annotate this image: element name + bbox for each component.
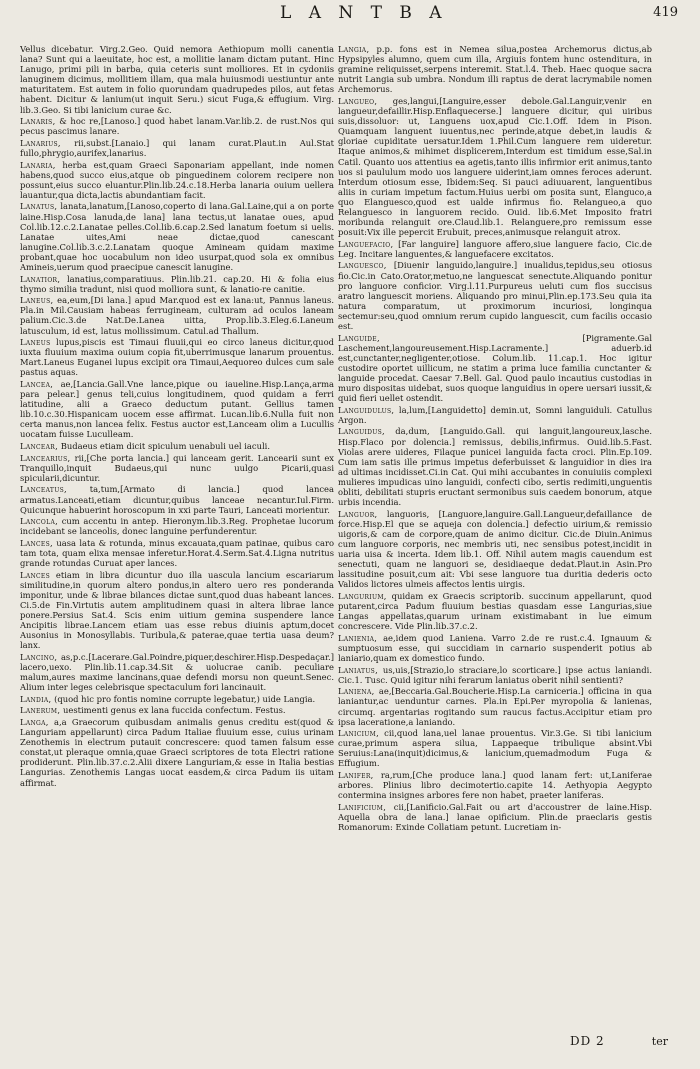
entry-headword: Lanifer, — [338, 770, 374, 781]
entry-text: lupus,piscis est Timaui fluuii,qui eo circo laneus dicitur,quod iuxta fluuium maxima ouium copia fit,uberrimusque lanarum prouentus. Mart.Laneus Euganei lupus excipit ora Timaui,Aequoreo dulces cum sale pastus aquas. — [20, 337, 334, 378]
entry-headword: Lancea, — [20, 379, 54, 389]
dictionary-entry — [20, 116, 334, 136]
entry-headword: Lances — [20, 569, 51, 580]
entry-text: ae,[Lancia.Gall.Vne lance,pique ou iaueline.Hisp.Lança,arma para pelear.] genus teli,cuius longitudinem, quod quidam a ferri latitudine, alii a Graeco deductum putant. Gellius tamen lib.10.c.30.Hispanicam uocem esse affirmat. Lucan.lib.6.Nulla fuit non certa manus,non lancea felix. Festus auctor est,Lanceam olim a Lucullis uocatam fuisse Luculleam. — [20, 379, 334, 440]
entry-text: uestimenti genus ex lana fuccida confectum. Festus. — [62, 705, 286, 716]
entry-text: a,a Graecorum quibusdam animalis genus creditu est(quod & Languriam appellarunt) circa Padum Italiae fluuium esse, cuius urinam Zenothemis in electrum putauit concrescere: quod tamen falsum esse constat,ut pleraque omnia,quae Graeci scriptores de tota Electri ratione prodiderunt. Plin.lib.37.c.2.Alii dixere Languriam,& esse in Italia bestias Langurias. Zenothemis Langas uocat easdem,& circa Padum iis uitam affirmat. — [20, 717, 334, 788]
entry-text: [Pigramente.Gal Laschement,langoureusement.Hisp.Lacramente.] aduerb.id est,cunctanter,negligenter,otiose. Colum.lib. 11.cap.1. Hoc igitur custodire oportet uillicum, ne statim a prima luce familia cunctanter & languide procedat. Caesar 7.Bell. Gal. Quod paulo incautius custodias in muro dispositas uidebat, suos quoque languidius in opere uersari iussit,& quid fieri uellet ostendit. — [338, 332, 652, 404]
entry-headword: Laneus — [20, 337, 51, 348]
entry-headword: Lanarius, — [20, 137, 61, 148]
page-number: 419 — [653, 5, 678, 20]
entry-text: ea,eum,[Di lana.] apud Mar.quod est ex lana:ut, Pannus laneus. Pla.in Mil.Causiam habeas ferrugineam, culturam ad oculos laneam palium.Cic.3.de Nat.De.Lanea uitta, Prop.lib.3.Eleg.6.Laneum latusculum, id est, latus mollissimum. Catul.ad Thallum. — [20, 295, 334, 336]
entry-text: & hoc re,[Lanoso.] quod habet lanam.Var.lib.2. de rust.Nos qui pecus pascimus lanare. — [20, 116, 334, 137]
entry-text: languoris, [Languore,languire.Gall.Langueur,defaillance de force.Hisp.El que se aqueja con dolencia.] defectio uirium,& remissio uigoris,& cam de corpore,quam de animo dicitur. Cic.de Diuin.Animus cum languore corporis, nec membris uti, nec sensibus potest,incidit in uaria uisa & incerta. Idem lib.1. Off. Nihil autem magis cauendum est senectuti, quam ne languori se, desidiaeque dedat.Plaut.in Asin.Pro lassitudine posuit,cum ait: Vbi sese languore tua duritia dederis octo Validos lictores ulmeis affectos lentis uirgis. — [338, 508, 652, 590]
entry-headword: Lancear, — [20, 441, 59, 452]
entry-headword: Lanceatus, — [20, 484, 67, 495]
dictionary-entry — [338, 260, 652, 331]
dictionary-entry — [338, 509, 652, 590]
entry-text: Budaeus etiam dicit spiculum uenabuli uel iaculi. — [60, 441, 271, 452]
catchword: ter — [651, 1035, 668, 1048]
entry-text: cum accentu in antep. Hieronym.lib.3.Reg. Prophetae lucorum incidebant se lanceolis, donec languine perfunderentur. — [20, 516, 334, 537]
dictionary-entry — [20, 295, 334, 335]
dictionary-entry — [20, 337, 334, 377]
entry-headword: Lanaria, — [20, 159, 56, 170]
dictionary-entry — [20, 652, 334, 692]
dictionary-entry — [338, 239, 652, 259]
dictionary-entry — [338, 405, 652, 425]
running-head: L A N T B A — [280, 3, 448, 23]
entry-text: as,p.c.[Lacerare.Gal.Poindre,piquer,deschirer.Hisp.Despedaçar.] lacero,uexo. Plin.lib.11.cap.34.Sit & uolucrae canib. peculiare malum,aures maxime lancinans,quae defendi morsu non queunt.Senec. Alium inter leges celebrisque spectaculum fori lancinauit. — [20, 651, 334, 693]
entry-text: cii,[Lanificio.Gal.Fait ou art d'accoustrer de laine.Hisp. Aquella obra de lana.] lanae opificium. Plin.de praeclaris gestis Romanorum: Exinde Collatiam petunt. Lucretiam in- — [338, 801, 652, 833]
entry-text: herba est,quam Graeci Saponariam appellant, inde nomen habens,quod succo eius,atque ob pinguedinem colorem recipere non possunt,eius succo eluantur.Plin.lib.24.c.18.Herba lanaria ouium uellera lauantur,qua dicta,lactis abundantiam facit. — [20, 159, 334, 200]
entry-text: ae,[Beccaria.Gal.Boucherie.Hisp.La carniceria.] officina in qua laniantur,ac uenduntur carnes. Pla.in Epi.Per myropolia & lanienas, circumq. argentarias rogitando sum raucus factus.Accipitur etiam pro ipsa laceratione,a laniando. — [338, 686, 652, 727]
entry-text: cii,quod lana,uel lanae prouentus. Vir.3.Ge. Si tibi lanicium curae,primum aspera silua, Lappaeque tribulique absint.Vbi Seruius:Lana(inquit)dicimus,& lanicium,quemadmodum Fuga & Effugium. — [338, 728, 652, 769]
entry-headword: Languide, — [338, 332, 380, 343]
dictionary-entry — [20, 694, 334, 704]
entry-text: [Diuenir languido,languire.] inualidus,tepidus,seu otiosus fio.Cic.in Cato.Orator,metuo,ne languescat senectute.Aliquando ponitur pro languore conficior. Virg.l.11.Purpureus ueluti cum flos succisus aratro languescit moriens. Aliquando pro minui,Plin.ep.173.Seu quia ita natura comparatum, ut proximorum incuriosi, longinqua sectemur:seu,quod omnium rerum cupido languescit, cum facilis occasio est. — [338, 260, 652, 332]
dictionary-entry — [20, 484, 334, 514]
entry-headword: Langueo, — [338, 95, 378, 106]
dictionary-entry — [338, 44, 652, 94]
entry-text: quidam ex Graecis scriptorib. succinum appellarunt, quod putarent,circa Padum fluuium bestias quasdam esse Langurias,siue Langas appellatas,quarum urinam existimabant in lue eimum concrescere. Vide Plin.lib.37.c.2. — [338, 590, 652, 632]
entry-headword: Laniena, — [338, 686, 375, 697]
dictionary-entry — [20, 44, 334, 115]
entry-text: rii,subst.[Lanaio.] qui lanam curat.Plaut.in Aul.Stat fullo,phrygio,aurifex,lanarius. — [20, 137, 334, 158]
dictionary-entry — [20, 274, 334, 294]
entry-headword: Langurium, — [338, 590, 387, 601]
entry-headword: Langia, — [338, 44, 370, 54]
signature-mark: DD 2 — [570, 1034, 605, 1048]
dictionary-entry — [338, 728, 652, 768]
entry-text: Vellus dicebatur. Virg.2.Geo. Quid nemora Aethiopum molli canentia lana? Sunt qui a laeuitate, hoc est, a mollitie lanam dictam putant. Hinc Lanugo, primi pili in barba, quia ceteris sunt molliores. Et in cydoniis lanuginem dicimus, mollitiem illam, qua mala huiusmodi uestiuntur ante maturitatem. Est autem in folio quorundam quadrupedes pilos, aut fetas habent. Dicitur & lanium(ut inquit Seru.) sicut Fuga,& effugium. Virg. lib.3.Geo. Si tibi lanicium curae &c. — [20, 44, 334, 115]
page-footer — [338, 1034, 668, 1054]
dictionary-entry — [20, 570, 334, 651]
dictionary-entry — [20, 441, 334, 451]
entry-headword: Languesco, — [338, 260, 387, 271]
dictionary-entry — [20, 516, 334, 536]
entry-headword: Laniatus, — [338, 664, 379, 675]
entry-text: lanata,lanatum,[Lanoso,coperto di lana.Gal.Laine,qui a on porte laine.Hisp.Cosa lanuda,de lana] lana tectus,ut lanatae oues, apud Col.lib.12.c.2.Lanatae pelles.Col.lib.6.cap.2.Sed lanatum foetum si uelis. Lanatae uites,Ami neae dictae,quod canescant lanugine.Col.lib.3.c.2.Lanatam quoque Amineam quidam maxime probant,quae hoc uocabulum non ideo usurpat,quod sola ex omnibus Amineis,uerum quod praecipue canescit lanugine. — [20, 201, 334, 272]
entry-text: da,dum, [Languido.Gall. qui languit,langoureux,lasche. Hisp.Flaco por dolencia.] remissus, debilis,infirmus. Ouid.lib.5.Fast. Violas arere uideres, Filaque punicei languida facta croci. Plin.Ep.109. Cum iam satis ille primus impetus deferbuisset & languidior in dies ira ad ultimas incidisset.Ci.in Cat. Qui mihi accubantes in conuiuiis complexi mulieres impudicas uino languidi, confecti cibo, sertis redimiti,unguentis obliti, debilitati stupris eructant sermonibus suis caedem bonorum, atque urbis incendia. — [338, 426, 652, 508]
entry-headword: Lanicium, — [338, 728, 380, 739]
entry-text: ta,tum,[Armato di lancia.] quod lancea armatus.Lanceati,etiam dicuntur,quibus lanceae necantur.Iul.Firm. Quicunque habuerint horoscopum in xxi parte Tauri, Lanceati morientur. — [20, 484, 334, 515]
entry-headword: Lances, — [20, 537, 53, 548]
entry-headword: Languidulus, — [338, 404, 395, 415]
entry-text: (quod hic pro fontis nomine corrupte legebatur,) uide Langia. — [54, 693, 316, 704]
entry-headword: Lanatior, — [20, 273, 61, 284]
entry-text: lanatius,comparatiuus. Plin.lib.21. cap.20. Hi & folia eius thymo similia tradunt, nisi quod molliora sunt, & lanatio-re canitie. — [20, 273, 334, 294]
entry-text: la,lum,[Languidetto] demin.ut, Somni languiduli. Catullus Argon. — [338, 404, 652, 425]
dictionary-entry — [338, 96, 652, 237]
right-column — [338, 44, 652, 1029]
dictionary-entry — [338, 686, 652, 726]
entry-headword: Languefacio, — [338, 238, 394, 249]
entry-headword: Landia, — [20, 693, 52, 704]
dictionary-entry — [20, 717, 334, 788]
entry-headword: Lancearius, — [20, 452, 71, 463]
entry-text: rii,[Che porta lancia.] qui lanceam gerit. Lancearii sunt ex Tranquillo,inquit Budaeus,qui nunc uulgo Picarii,quasi spicularii,dicuntur. — [20, 452, 334, 483]
dictionary-entry — [20, 160, 334, 200]
dictionary-entry — [20, 379, 334, 440]
entry-text: uasa lata & rotunda, minus excauata,quam patinae, quibus caro tam tota, quam elixa mensae inferetur.Horat.4.Serm.Sat.4.Ligna nutritus grande rotundas Curuat aper lances. — [20, 537, 334, 569]
page-header — [20, 0, 680, 40]
entry-headword: Lanienia, — [338, 632, 378, 643]
dictionary-entry — [338, 802, 652, 832]
entry-text: [Far languire] languore affero,siue languere facio, Cic.de Leg. Incitare languentes,& languefacere excitatos. — [338, 238, 652, 259]
dictionary-entry — [20, 538, 334, 568]
dictionary-entry — [338, 633, 652, 663]
entry-text: ges,langui,[Languire,esser debole.Gal.Languir,venir en langueur,defaillir.Hisp.Enflaquecerse.] languere dicitur, qui uiribus suis,dissoluor: ut, Languens uox,apud Cic.1.Off. Idem in Pison. Quamquam languent iuuentus,nec perinde,atque debet,in laudis & gloriae cupiditate uersatur.Idem 1.Phil.Cum languere rem uideretur. Itaque animos,& mihimet displicerem,Interdum est timidum esse,Sal.in Catil. Quanto uos attentius ea agetis,tanto illis infirmior erit animus,tanto uos si paululum modo uos languere uiderint,iam omnes feroces aderunt. Interdum otiosum esse, Ibidem:Seq. Si pauci adiuuarent, languentibus aliis in curiam impetum factum.Huius uerbi om posita sunt, Elanguco,a quo Elanguesco,quod est ualde infirmus fio. Relangueo,a quo Relanguesco in languorem recido. Ouid. lib.6.Met Imposito fratri moribunda relanguit ore.Claud.lib.1. Relanguere,pro remissum esse posuit:Vix ille pepercit Erubuit, preces,animusque relanguit atrox. — [338, 95, 652, 238]
entry-text: us,uis,[Strazio,lo straciare,lo scorticare.] ipse actus laniandi. Cic.1. Tusc. Quid igitur nihi ferarum laniatus oberit nihil sentienti? — [338, 664, 652, 685]
entry-headword: Languidus, — [338, 426, 386, 437]
entry-text: p.p. fons est in Nemea silua,postea Archemorus dictus,ab Hypsipyles alumno, quem cum illa, Argiuis fontem hunc ostenditura, in gramine reliquisset,serpens interemit. Stat.l.4. Theb. Haec quoque sacra nutrit Langia sub umbra. Nondum illi raptus de derat lacrymabile nomen Archemorus. — [338, 44, 652, 95]
entry-headword: Langa, — [20, 717, 49, 727]
dictionary-entry — [20, 201, 334, 272]
entry-headword: Lanatus, — [20, 201, 58, 212]
entry-headword: Laneus, — [20, 295, 54, 306]
dictionary-entry — [338, 770, 652, 800]
entry-headword: Lanificium, — [338, 801, 387, 812]
left-column — [20, 44, 334, 1062]
entry-headword: Lanaris, — [20, 116, 56, 127]
entry-headword: Lanerum, — [20, 705, 61, 716]
dictionary-entry — [20, 138, 334, 158]
dictionary-entry — [338, 591, 652, 631]
entry-headword: Languor, — [338, 508, 378, 519]
entry-text: ra,rum,[Che produce lana.] quod lanam fert: ut,Laniferae arbores. Plinius libro decimotertio.capite 14. Aethyopia Aegypto contermina insignes arbores fere non habet, praeter laniferas. — [338, 770, 652, 801]
dictionary-entry — [338, 426, 652, 507]
entry-text: etiam in libra dicuntur duo illa uascula lancium escariarum similitudine,in quorum altero pondus,in altero uero res ponderanda imponitur, unde & librae bilances dictae sunt,quod duas habeant lances. Ci.5.de Fin.Virtutis autem amplitudinem quasi in altera librae lance ponere.Persius Sat.4. Scis enim uitium gemina suspendere lance Ancipitis librae.Lancem etiam uas esse rebus diuinis aptum,docet Ausonius in Monosyllabis. Turibula,& paterae,quae tertia uasa deum? lanx. — [20, 569, 334, 651]
entry-headword: Lancino, — [20, 651, 58, 662]
dictionary-entry — [20, 453, 334, 483]
dictionary-entry — [338, 333, 652, 404]
entry-text: ae,idem quod Laniena. Varro 2.de re rust.c.4. Ignauum & sumptuosum esse, qui succidiam in carnario suspenderit potius ab laniario,quam ex domestico fundo. — [338, 632, 652, 664]
dictionary-entry — [338, 665, 652, 685]
entry-headword: Lancola, — [20, 516, 59, 527]
dictionary-entry — [20, 705, 334, 715]
